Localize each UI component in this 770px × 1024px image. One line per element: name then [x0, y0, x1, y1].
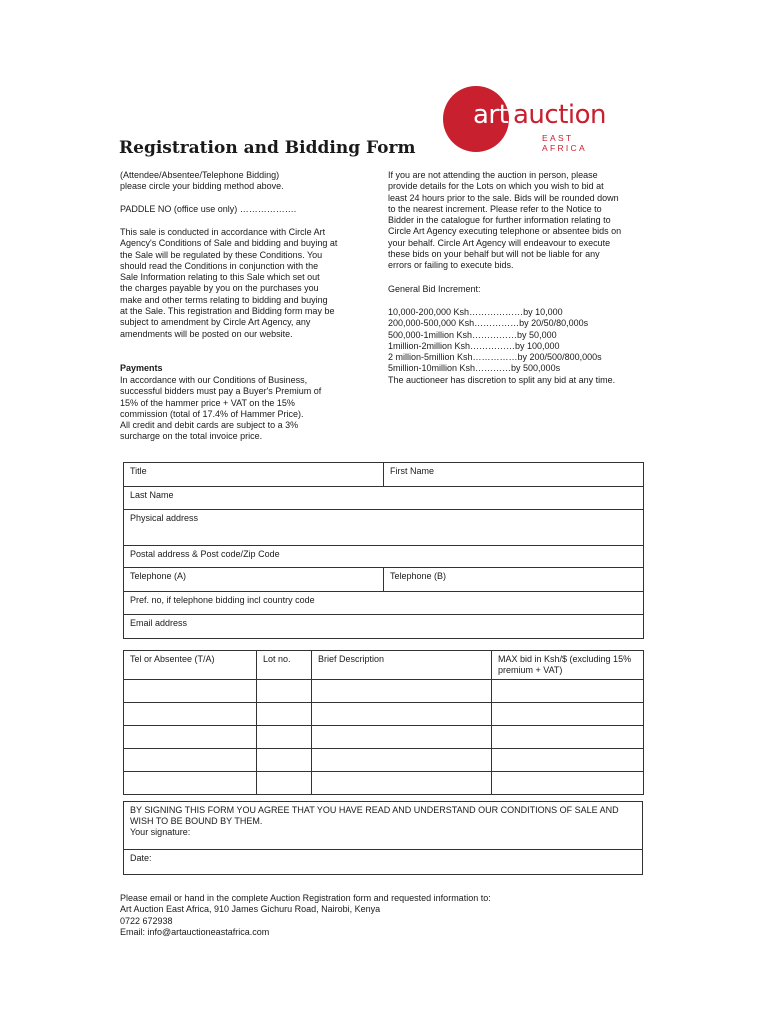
date-field[interactable] [124, 850, 643, 875]
art-auction-logo [443, 86, 613, 156]
postal-address-label: Postal address & Post code/Zip Code [130, 549, 280, 559]
col-lot-no: Lot no. [257, 651, 312, 680]
col-brief-description: Brief Description [312, 651, 492, 680]
table-row [124, 772, 644, 795]
bid-increment-heading: General Bid Increment: [388, 284, 481, 294]
lot-no-cell[interactable] [257, 726, 312, 749]
table-row [124, 680, 644, 703]
paddle-number: PADDLE NO (office use only) ………………. [120, 204, 297, 214]
max-bid-cell[interactable] [492, 680, 644, 703]
tel-absentee-cell[interactable] [124, 726, 257, 749]
col-tel-absentee: Tel or Absentee (T/A) [124, 651, 257, 680]
title-field[interactable] [124, 463, 384, 487]
max-bid-cell[interactable] [492, 749, 644, 772]
bidder-details-form [123, 462, 644, 639]
bid-increment-list: 10,000-200,000 Ksh………………by 10,000 200,000-500,000 Ksh……………by 20/50/80,000s 500,000-1million Ksh……………by 50,000 1million-2million Ksh……………by 100,000 2 million-5million Ksh……………by 200/500/800,000s 5million-10million Ksh…………by 500,000s The auctioneer has discretion to split any bid at any time. [388, 307, 616, 385]
lot-no-cell[interactable] [257, 749, 312, 772]
payments-text: In accordance with our Conditions of Business, successful bidders must pay a Buyer's Premium of 15% of the hammer price + VAT on the 15% commission (total of 17.4% of Hammer Price). All credit and debit cards are subject to a 3% surcharge on the total invoice price. [120, 375, 322, 442]
tel-absentee-cell[interactable] [124, 680, 257, 703]
physical-address-field[interactable] [124, 510, 644, 546]
pref-no-label: Pref. no, if telephone bidding incl country code [130, 595, 315, 605]
submission-instructions: Please email or hand in the complete Auction Registration form and requested information to: Art Auction East Africa, 910 James Gichuru Road, Nairobi, Kenya 0722 672938 Email: info@artauctioneastafrica.com [120, 893, 491, 937]
max-bid-cell[interactable] [492, 726, 644, 749]
telephone-b-field[interactable] [384, 568, 644, 592]
email-field[interactable] [124, 615, 644, 639]
postal-address-field[interactable] [124, 546, 644, 568]
tel-absentee-cell[interactable] [124, 749, 257, 772]
telephone-a-field[interactable] [124, 568, 384, 592]
bids-header-row [124, 651, 644, 680]
telephone-b-label: Telephone (B) [390, 571, 447, 581]
pref-no-field[interactable] [124, 592, 644, 615]
date-label: Date: [130, 853, 152, 863]
signature-field[interactable] [124, 802, 643, 850]
max-bid-cell[interactable] [492, 703, 644, 726]
lot-no-cell[interactable] [257, 772, 312, 795]
agreement-text: BY SIGNING THIS FORM YOU AGREE THAT YOU HAVE READ AND UNDERSTAND OUR CONDITIONS OF SALE AND WISH TO BE BOUND BY THEM. [130, 805, 619, 826]
description-cell[interactable] [312, 703, 492, 726]
logo-art-text: art [473, 100, 509, 130]
logo-subtitle: EAST AFRICA [542, 133, 587, 153]
bidding-method-note: (Attendee/Absentee/Telephone Bidding) please circle your bidding method above. [120, 170, 284, 192]
description-cell[interactable] [312, 680, 492, 703]
col-max-bid: MAX bid in Ksh/$ (excluding 15% premium + VAT) [492, 651, 644, 680]
tel-absentee-cell[interactable] [124, 703, 257, 726]
description-cell[interactable] [312, 749, 492, 772]
lot-no-cell[interactable] [257, 703, 312, 726]
telephone-a-label: Telephone (A) [130, 571, 187, 581]
email-label: Email address [130, 618, 188, 628]
payments-heading: Payments [120, 363, 163, 373]
physical-address-label: Physical address [130, 513, 199, 523]
bids-table [123, 650, 644, 795]
lot-no-cell[interactable] [257, 680, 312, 703]
logo-auction-text: auction [513, 100, 607, 130]
last-name-label: Last Name [130, 490, 174, 500]
conditions-text: This sale is conducted in accordance with Circle Art Agency's Conditions of Sale and bidding and buying at the Sale will be regulated by these Conditions. You should read the Conditions in conjunction with the Sale Information relating to this Sale which set out the charges payable by you on the purchases you make and other terms relating to bidding and buying at the Sale. This registration and Bidding form may be subject to amendment by Circle Art Agency, any amendments will be posted on our website. [120, 227, 338, 339]
absentee-bid-text: If you are not attending the auction in person, please provide details for the Lots on which you wish to bid at least 24 hours prior to the sale. Bids will be rounded down to the nearest increment. Please refer to the Notice to Bidder in the catalogue for further information relating to Circle Art Agency executing telephone or absentee bids on your behalf. Circle Art Agency will endeavour to execute these bids on your behalf but will not be liable for any errors or failing to execute bids. [388, 170, 622, 271]
signature-label: Your signature: [130, 827, 191, 837]
table-row [124, 726, 644, 749]
first-name-field[interactable] [384, 463, 644, 487]
first-name-label: First Name [390, 466, 435, 476]
tel-absentee-cell[interactable] [124, 772, 257, 795]
title-label: Title [130, 466, 147, 476]
signature-box [123, 801, 643, 875]
form-title: Registration and Bidding Form [119, 138, 416, 158]
description-cell[interactable] [312, 772, 492, 795]
last-name-field[interactable] [124, 487, 644, 510]
max-bid-cell[interactable] [492, 772, 644, 795]
table-row [124, 749, 644, 772]
table-row [124, 703, 644, 726]
description-cell[interactable] [312, 726, 492, 749]
